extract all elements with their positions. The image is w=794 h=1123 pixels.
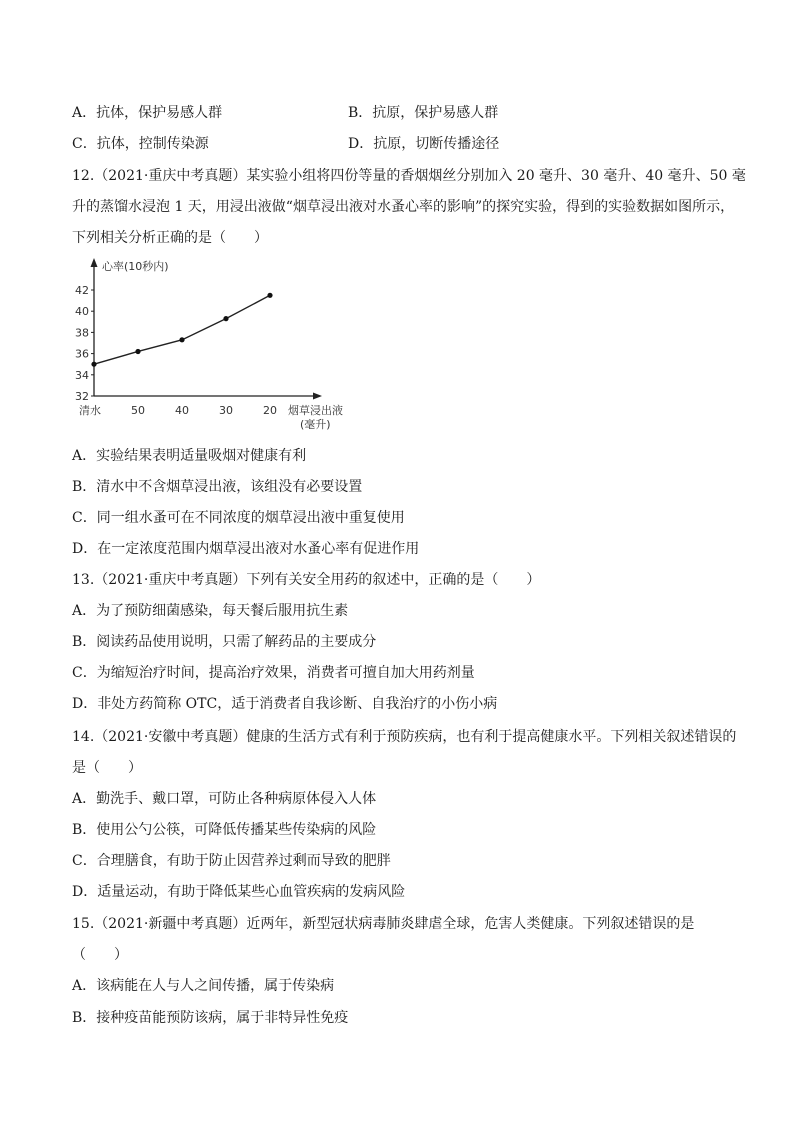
y-tick-label: 32 [75, 390, 89, 403]
q11-option-b: B．抗原，保护易感人群 [348, 105, 499, 121]
q12-stem-line1: 12.（2021·重庆中考真题）某实验小组将四份等量的香烟烟丝分别加入 20 毫升、30 毫升、40 毫升、50 毫 [72, 168, 746, 184]
x-axis-arrow [313, 393, 322, 400]
data-point [267, 293, 272, 298]
q15-stem-line1: 15.（2021·新疆中考真题）近两年，新型冠状病毒肺炎肆虐全球，危害人类健康。下列叙述错误的是 [72, 916, 695, 932]
q14-option-b: B．使用公勺公筷，可降低传播某些传染病的风险 [72, 822, 377, 838]
q13-option-a: A．为了预防细菌感染，每天餐后服用抗生素 [72, 603, 349, 619]
q15-stem-line2: （ ） [72, 947, 128, 963]
series-line [94, 295, 270, 364]
x-tick-label: 20 [263, 404, 277, 417]
q13-option-b: B．阅读药品使用说明，只需了解药品的主要成分 [72, 634, 377, 650]
q14-option-c: C．合理膳食，有助于防止因营养过剩而导致的肥胖 [72, 853, 391, 869]
q12-stem-line3: 下列相关分析正确的是（ ） [72, 230, 268, 246]
q13-option-d: D．非处方药简称 OTC，适于消费者自我诊断、自我治疗的小伤小病 [72, 696, 498, 712]
q12-option-d: D．在一定浓度范围内烟草浸出液对水蚤心率有促进作用 [72, 541, 420, 557]
data-point [135, 349, 140, 354]
q14-stem-line2: 是（ ） [72, 760, 142, 776]
q12-option-a: A．实验结果表明适量吸烟对健康有利 [72, 448, 307, 464]
q12-option-b: B．清水中不含烟草浸出液，该组没有必要设置 [72, 479, 363, 495]
q15-option-a: A．该病能在人与人之间传播，属于传染病 [72, 978, 335, 994]
y-axis-arrow [91, 258, 98, 267]
y-tick-label: 34 [75, 368, 89, 382]
x-axis-label: 烟草浸出液 [288, 404, 343, 417]
q15-option-b: B．接种疫苗能预防该病，属于非特异性免疫 [72, 1010, 349, 1026]
x-axis-unit: (毫升) [300, 418, 331, 431]
y-tick-label: 36 [75, 347, 89, 361]
y-axis-label: 心率(10秒内) [102, 260, 169, 273]
q11-option-d: D．抗原，切断传播途径 [348, 136, 500, 152]
y-tick-label: 38 [75, 326, 89, 340]
x-tick-label: 40 [175, 404, 189, 417]
q11-option-c: C．抗体，控制传染源 [72, 136, 209, 152]
x-tick-label: 50 [131, 404, 145, 417]
x-tick-label: 清水 [79, 404, 101, 417]
chart-svg [70, 252, 370, 437]
data-point [91, 362, 96, 367]
x-tick-label: 30 [219, 404, 233, 417]
q12-stem-line2: 升的蒸馏水浸泡 1 天，用浸出液做“烟草浸出液对水蚤心率的影响”的探究实验，得到的实验数据如图所示， [72, 199, 735, 215]
q14-option-a: A．勤洗手、戴口罩，可防止各种病原体侵入人体 [72, 791, 377, 807]
q14-stem-line1: 14.（2021·安徽中考真题）健康的生活方式有利于预防疾病，也有利于提高健康水平。下列相关叙述错误的 [72, 729, 737, 745]
data-point [223, 316, 228, 321]
q14-option-d: D．适量运动，有助于降低某些心血管疾病的发病风险 [72, 884, 406, 900]
y-tick-label: 40 [75, 305, 89, 319]
y-tick-label: 42 [75, 284, 89, 297]
q13-option-c: C．为缩短治疗时间，提高治疗效果，消费者可擅自加大用药剂量 [72, 665, 475, 681]
q13-stem: 13.（2021·重庆中考真题）下列有关安全用药的叙述中，正确的是（ ） [72, 572, 541, 588]
data-point [179, 337, 184, 342]
heart-rate-chart [70, 252, 370, 437]
q12-option-c: C．同一组水蚤可在不同浓度的烟草浸出液中重复使用 [72, 510, 405, 526]
q11-option-a: A．抗体，保护易感人群 [72, 105, 223, 121]
